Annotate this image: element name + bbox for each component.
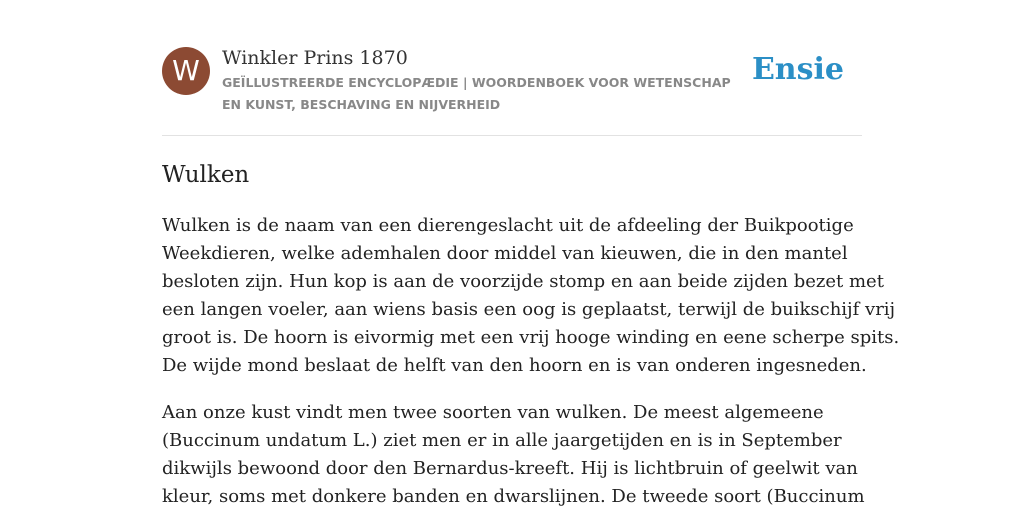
paragraph-line: besloten zijn. Hun kop is aan de voorzijde stomp en aan beide zijden bezet met xyxy=(162,271,884,292)
article-title: Wulken xyxy=(162,162,250,188)
paragraph-line: Wulken is de naam van een dierengeslacht uit de afdeeling der Buikpootige xyxy=(162,215,854,236)
source-header xyxy=(162,46,862,136)
paragraph-line: groot is. De hoorn is eivormig met een vrij hooge winding en eene scherpe spits. xyxy=(162,327,900,348)
source-title-link[interactable]: Winkler Prins 1870 xyxy=(222,47,408,69)
paragraph-line: (Buccinum undatum L.) ziet men er in alle jaargetijden en is in September xyxy=(162,430,842,451)
paragraph-line: dikwijls bewoond door den Bernardus-kreeft. Hij is lichtbruin of geelwit van xyxy=(162,458,858,479)
ensie-logo[interactable]: Ensie xyxy=(751,52,844,87)
article-body xyxy=(162,212,900,512)
paragraph-line: De wijde mond beslaat de helft van den hoorn en is van onderen ingesneden. xyxy=(162,355,867,376)
paragraph-2 xyxy=(162,399,865,511)
paragraph-line: kleur, soms met donkere banden en dwarslijnen. De tweede soort (Buccinum xyxy=(162,486,865,507)
paragraph-line: Aan onze kust vindt men twee soorten van wulken. De meest algemeene xyxy=(162,402,824,423)
paragraph-1 xyxy=(162,212,900,380)
paragraph-line: Weekdieren, welke ademhalen door middel van kieuwen, die in den mantel xyxy=(162,243,848,264)
source-subtitle: GEÏLLUSTREERDE ENCYCLOPÆDIE | WOORDENBOEK VOOR WETENSCHAP EN KUNST, BESCHAVING EN NIJVERHEID xyxy=(222,75,731,112)
header-divider xyxy=(162,135,862,136)
paragraph-line: een langen voeler, aan wiens basis een oog is geplaatst, terwijl de buikschijf vrij xyxy=(162,299,896,320)
source-avatar[interactable]: W xyxy=(162,47,210,95)
